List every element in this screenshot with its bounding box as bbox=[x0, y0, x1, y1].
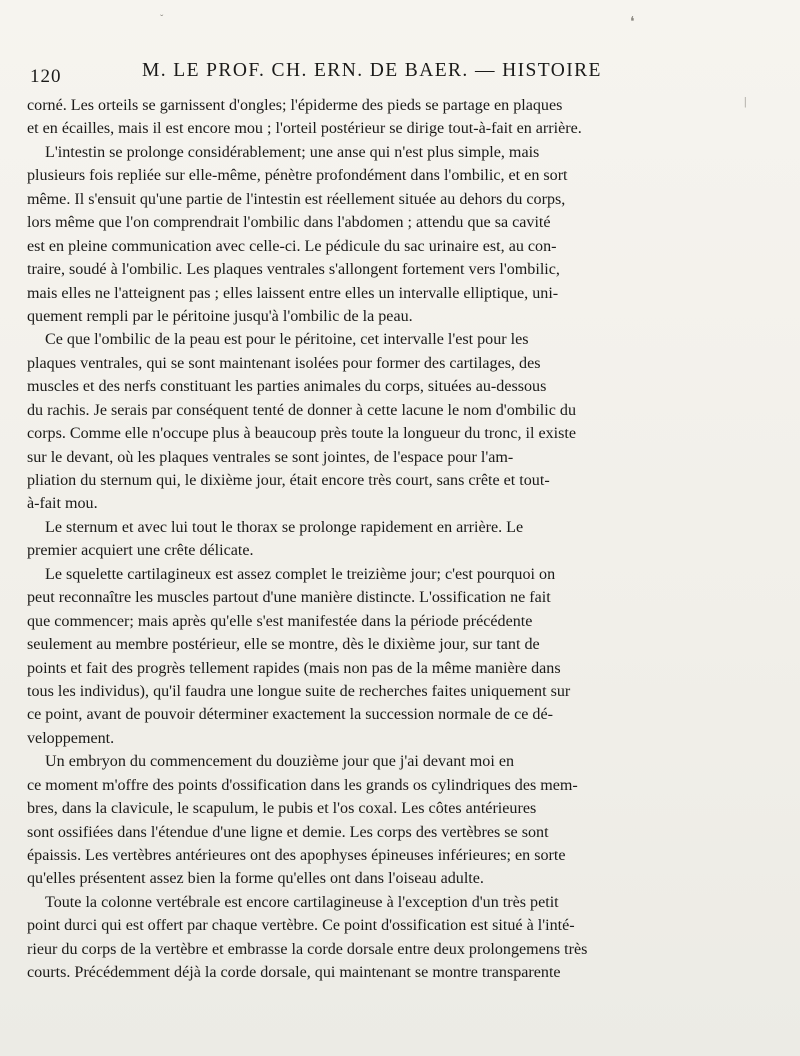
text-line: points et fait des progrès tellement rapides (mais non pas de la même manière dans bbox=[27, 659, 561, 677]
print-speck: | bbox=[744, 94, 747, 108]
text-line: sur le devant, où les plaques ventrales se sont jointes, de l'espace pour l'am- bbox=[27, 448, 514, 466]
text-line: corps. Comme elle n'occupe plus à beaucoup près toute la longueur du tronc, il existe bbox=[27, 425, 577, 443]
text-line: même. Il s'ensuit qu'une partie de l'intestin est réellement située au dehors du corps, bbox=[27, 190, 566, 208]
text-line: que commencer; mais après qu'elle s'est manifestée dans la période précédente bbox=[27, 612, 533, 630]
text-line: plaques ventrales, qui se sont maintenant isolées pour former des cartilages, des bbox=[27, 354, 541, 372]
text-line: courts. Précédemment déjà la corde dorsale, qui maintenant se montre transparente bbox=[27, 964, 561, 982]
text-line: quement rempli par le péritoine jusqu'à l'ombilic de la peau. bbox=[27, 307, 413, 325]
text-line: point durci qui est offert par chaque vertèbre. Ce point d'ossification est situé à l'inté- bbox=[27, 917, 575, 935]
print-speck: ˇ bbox=[160, 14, 164, 25]
text-line: mais elles ne l'atteignent pas ; elles laissent entre elles un intervalle elliptique, uni- bbox=[27, 284, 559, 302]
text-line: traire, soudé à l'ombilic. Les plaques ventrales s'allongent fortement vers l'ombilic, bbox=[27, 261, 560, 279]
text-line: du rachis. Je serais par conséquent tenté de donner à cette lacune le nom d'ombilic du bbox=[27, 401, 576, 419]
text-line: Le sternum et avec lui tout le thorax se prolonge rapidement en arrière. Le bbox=[45, 518, 524, 536]
text-line: et en écailles, mais il est encore mou ; l'orteil postérieur se dirige tout-à-fait en arrière. bbox=[27, 120, 582, 138]
text-line: rieur du corps de la vertèbre et embrasse la corde dorsale entre deux prolongemens très bbox=[27, 940, 588, 958]
text-line: pliation du sternum qui, le dixième jour, était encore très court, sans crête et tout- bbox=[27, 472, 550, 489]
text-line: à-fait mou. bbox=[27, 495, 98, 513]
text-line: veloppement. bbox=[27, 729, 115, 747]
text-line: seulement au membre postérieur, elle se montre, dès le dixième jour, sur tant de bbox=[27, 636, 540, 654]
text-line: sont ossifiées dans l'étendue d'une ligne et demie. Les corps des vertèbres se sont bbox=[27, 823, 549, 841]
text-line: premier acquiert une crête délicate. bbox=[27, 542, 254, 560]
text-line: Le squelette cartilagineux est assez complet le treizième jour; c'est pourquoi on bbox=[45, 565, 556, 583]
page-header bbox=[30, 60, 710, 96]
text-line: peut reconnaître les muscles partout d'une manière distincte. L'ossification ne fait bbox=[27, 589, 551, 607]
text-line: ce point, avant de pouvoir déterminer exactement la succession normale de ce dé- bbox=[27, 706, 553, 724]
text-line: muscles et des nerfs constituant les parties animales du corps, situées au-dessous bbox=[27, 378, 547, 396]
body-text bbox=[27, 94, 695, 985]
text-line: épaissis. Les vertèbres antérieures ont des apophyses épineuses inférieures; en sorte bbox=[27, 847, 566, 864]
text-line: bres, dans la clavicule, le scapulum, le pubis et l'os coxal. Les côtes antérieures bbox=[27, 800, 537, 818]
text-line: ce moment m'offre des points d'ossification dans les grands os cylindriques des mem- bbox=[27, 776, 578, 794]
print-speck: ❛ bbox=[630, 15, 635, 30]
text-line: plusieurs fois repliée sur elle-même, pénètre profondément dans l'ombilic, et en sort bbox=[27, 167, 568, 185]
text-line: corné. Les orteils se garnissent d'ongles; l'épiderme des pieds se partage en plaques bbox=[27, 97, 563, 114]
page-number: 120 bbox=[30, 66, 62, 87]
text-line: Toute la colonne vertébrale est encore cartilagineuse à l'exception d'un très petit bbox=[45, 893, 559, 911]
running-title: M. LE PROF. CH. ERN. DE BAER. — HISTOIRE bbox=[142, 60, 602, 81]
text-line: Ce que l'ombilic de la peau est pour le péritoine, cet intervalle l'est pour les bbox=[45, 331, 529, 349]
text-line: lors même que l'on comprendrait l'ombilic dans l'abdomen ; attendu que sa cavité bbox=[27, 214, 551, 232]
text-line: Un embryon du commencement du douzième jour que j'ai devant moi en bbox=[45, 753, 515, 771]
text-line: tous les individus), qu'il faudra une longue suite de recherches faites uniquement sur bbox=[27, 682, 571, 700]
text-line: L'intestin se prolonge considérablement; une anse qui n'est plus simple, mais bbox=[45, 143, 540, 161]
text-line: est en pleine communication avec celle-ci. Le pédicule du sac urinaire est, au con- bbox=[27, 237, 557, 255]
text-line: qu'elles présentent assez bien la forme qu'elles ont dans l'oiseau adulte. bbox=[27, 870, 484, 888]
